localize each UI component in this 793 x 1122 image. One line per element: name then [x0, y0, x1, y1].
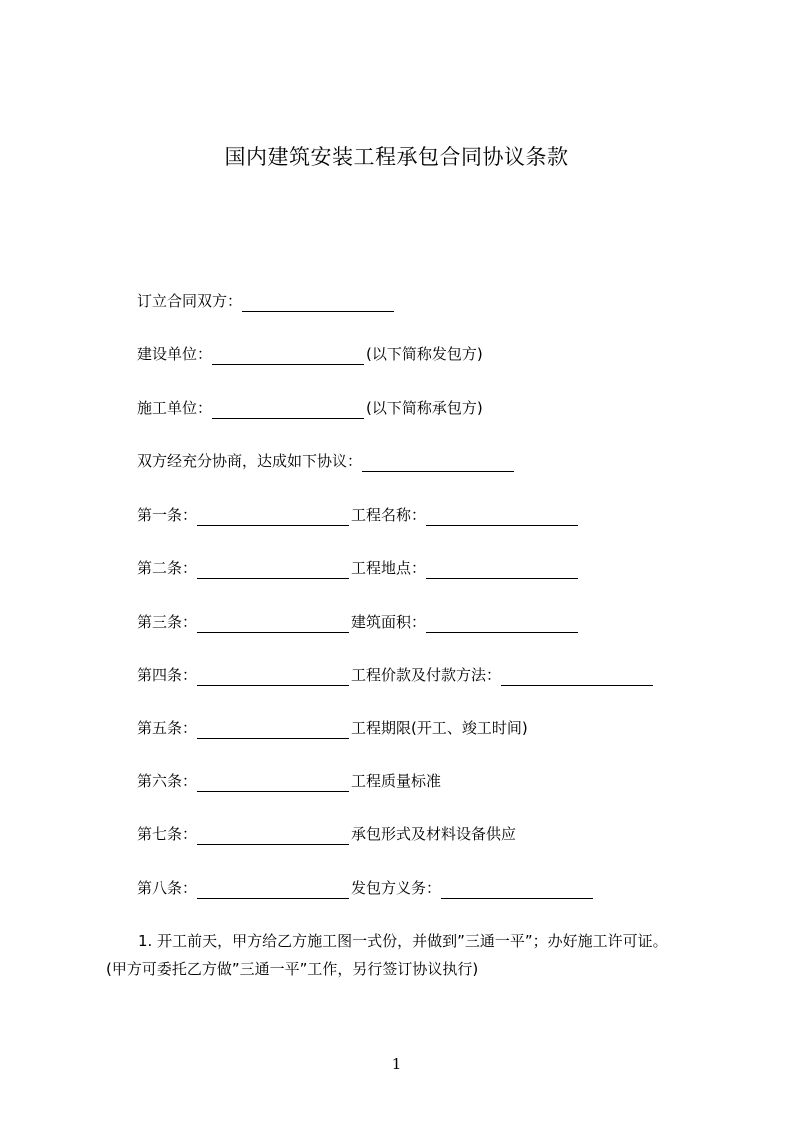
article-4-blank[interactable] — [197, 668, 349, 686]
contractor-unit-label: 施工单位： — [137, 399, 213, 417]
article-4-line — [137, 664, 655, 686]
clause-1-line-2: (甲方可委托乙方做”三通一平”工作，另行签订协议执行) — [106, 960, 479, 978]
page-number: 1 — [391, 1055, 402, 1073]
project-name-blank[interactable] — [426, 508, 578, 526]
article-8-blank[interactable] — [197, 881, 349, 899]
project-location-blank[interactable] — [426, 561, 578, 579]
article-7-blank[interactable] — [197, 827, 349, 845]
article-6-line — [137, 770, 441, 792]
contractor-unit-note: (以下简称承包方) — [366, 399, 483, 417]
article-2-blank[interactable] — [197, 561, 349, 579]
article-3-field-label: 建筑面积： — [351, 613, 427, 631]
article-6-text: 工程质量标准 — [351, 772, 442, 790]
agreement-line — [137, 450, 516, 472]
article-7-line — [137, 823, 516, 845]
construction-unit-note: (以下简称发包方) — [366, 345, 483, 363]
article-8-field-label: 发包方义务： — [351, 879, 442, 897]
article-6-label: 第六条： — [137, 772, 198, 790]
construction-unit-line — [137, 343, 483, 365]
building-area-blank[interactable] — [426, 615, 578, 633]
article-6-blank[interactable] — [197, 774, 349, 792]
contractor-unit-line — [137, 397, 483, 419]
construction-unit-label: 建设单位： — [137, 345, 213, 363]
contract-parties-blank[interactable] — [242, 294, 394, 312]
article-5-text: 工程期限(开工、竣工时间) — [351, 719, 528, 737]
article-7-text: 承包形式及材料设备供应 — [351, 825, 517, 843]
article-2-line — [137, 557, 580, 579]
article-1-field-label: 工程名称： — [351, 506, 427, 524]
article-4-label: 第四条： — [137, 666, 198, 684]
article-1-blank[interactable] — [197, 508, 349, 526]
contract-parties-line — [137, 290, 396, 312]
agreement-blank[interactable] — [362, 454, 514, 472]
article-3-line — [137, 611, 580, 633]
article-5-label: 第五条： — [137, 719, 198, 737]
article-2-label: 第二条： — [137, 559, 198, 577]
article-8-line — [137, 877, 595, 899]
article-8-label: 第八条： — [137, 879, 198, 897]
construction-unit-blank[interactable] — [212, 347, 364, 365]
employer-obligation-blank[interactable] — [441, 881, 593, 899]
article-7-label: 第七条： — [137, 825, 198, 843]
article-3-label: 第三条： — [137, 613, 198, 631]
agreement-label: 双方经充分协商，达成如下协议： — [137, 452, 363, 470]
contractor-unit-blank[interactable] — [212, 401, 364, 419]
article-5-line — [137, 717, 528, 739]
clause-1-line-1: 1. 开工前天，甲方给乙方施工图一式份，并做到”三通一平”；办好施工许可证。 — [138, 932, 668, 950]
article-2-field-label: 工程地点： — [351, 559, 427, 577]
document-title: 国内建筑安装工程承包合同协议条款 — [224, 145, 569, 169]
article-5-blank[interactable] — [197, 721, 349, 739]
article-1-line — [137, 504, 580, 526]
contract-parties-label: 订立合同双方： — [137, 292, 243, 310]
payment-method-blank[interactable] — [501, 668, 653, 686]
article-3-blank[interactable] — [197, 615, 349, 633]
article-1-label: 第一条： — [137, 506, 198, 524]
article-4-field-label: 工程价款及付款方法： — [351, 666, 502, 684]
